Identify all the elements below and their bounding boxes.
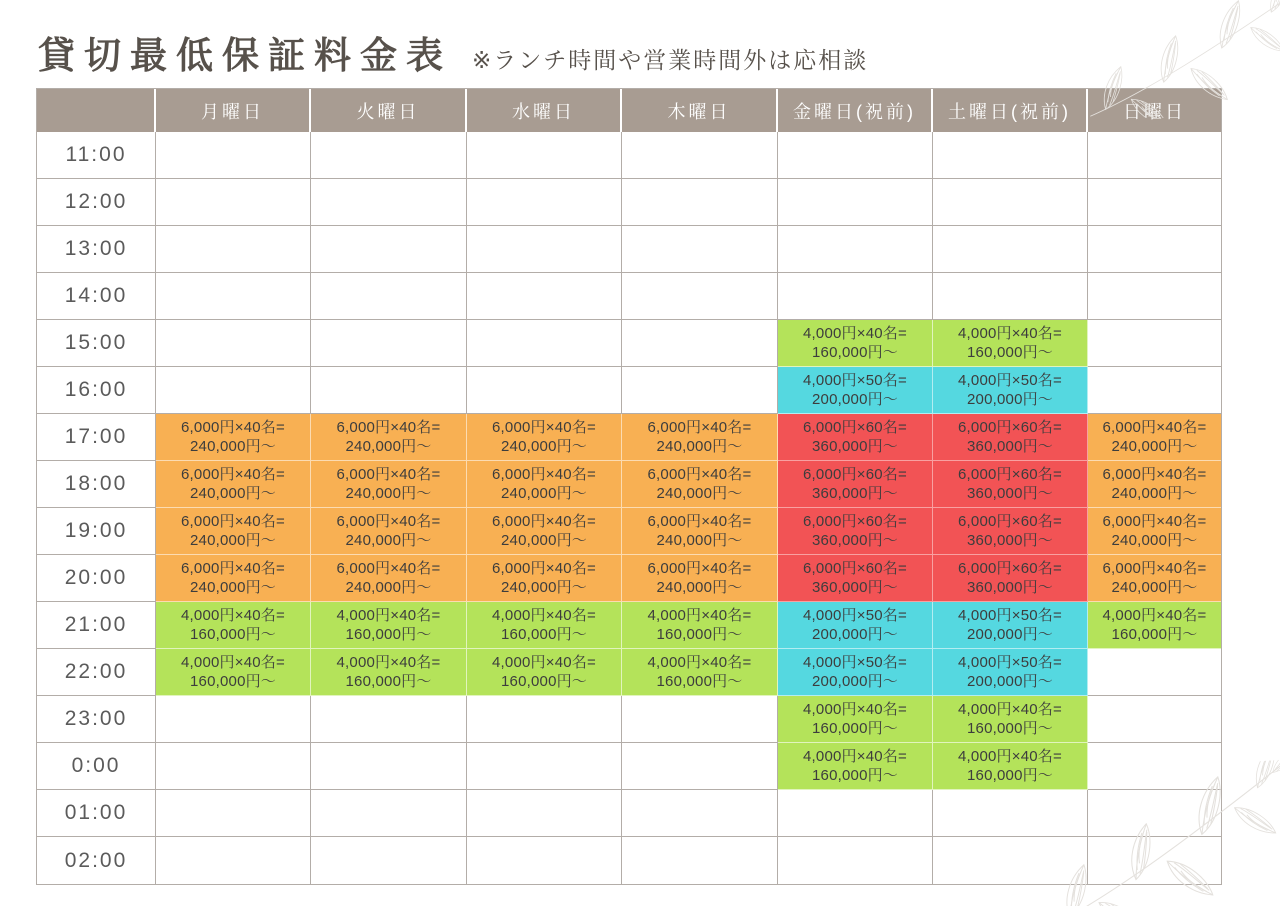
price-cell-cyan	[778, 602, 933, 649]
time-label: 01:00	[37, 790, 156, 837]
price-cell-red	[778, 555, 933, 602]
price-line: 4,000円×50名=	[803, 607, 907, 625]
price-line: 4,000円×40名=	[958, 325, 1062, 343]
price-line: 240,000円〜	[1111, 579, 1198, 597]
price-line: 6,000円×60名=	[803, 513, 907, 531]
table-row	[37, 555, 1221, 602]
empty-cell	[467, 367, 622, 414]
empty-cell	[1088, 837, 1221, 884]
empty-cell	[467, 837, 622, 884]
price-line: 6,000円×40名=	[181, 466, 285, 484]
price-line: 240,000円〜	[1111, 485, 1198, 503]
price-line: 240,000円〜	[656, 485, 743, 503]
price-line: 6,000円×40名=	[492, 513, 596, 531]
empty-cell	[622, 320, 778, 367]
price-line: 240,000円〜	[656, 579, 743, 597]
price-line: 200,000円〜	[966, 673, 1054, 691]
time-label: 14:00	[37, 273, 156, 320]
price-cell-green	[778, 320, 933, 367]
table-row	[37, 508, 1221, 555]
price-cell-orange	[1088, 414, 1221, 461]
price-line: 160,000円〜	[345, 626, 432, 644]
price-line: 160,000円〜	[811, 344, 899, 362]
empty-cell	[933, 179, 1088, 226]
price-line: 6,000円×60名=	[803, 560, 907, 578]
empty-cell	[311, 696, 467, 743]
price-line: 6,000円×40名=	[1102, 466, 1207, 484]
empty-cell	[933, 273, 1088, 320]
price-line: 200,000円〜	[811, 391, 899, 409]
empty-cell	[1088, 649, 1221, 696]
price-line: 6,000円×60名=	[958, 466, 1062, 484]
empty-cell	[311, 743, 467, 790]
price-cell-green	[1088, 602, 1221, 649]
price-cell-orange	[622, 508, 778, 555]
time-label: 15:00	[37, 320, 156, 367]
price-cell-red	[778, 508, 933, 555]
empty-cell	[1088, 367, 1221, 414]
empty-cell	[156, 696, 311, 743]
empty-cell	[156, 273, 311, 320]
price-line: 360,000円〜	[811, 438, 899, 456]
price-cell-cyan	[933, 367, 1088, 414]
price-line: 240,000円〜	[1111, 532, 1198, 550]
price-line: 6,000円×60名=	[958, 513, 1062, 531]
price-line: 240,000円〜	[656, 532, 743, 550]
empty-cell	[1088, 696, 1221, 743]
empty-cell	[467, 132, 622, 179]
empty-cell	[156, 790, 311, 837]
price-line: 200,000円〜	[811, 673, 899, 691]
empty-cell	[778, 790, 933, 837]
empty-cell	[778, 132, 933, 179]
day-header-3: 木曜日	[622, 89, 778, 132]
price-line: 4,000円×50名=	[958, 654, 1062, 672]
price-line: 4,000円×40名=	[647, 654, 752, 672]
price-line: 160,000円〜	[345, 673, 432, 691]
price-line: 240,000円〜	[656, 438, 743, 456]
price-line: 160,000円〜	[656, 673, 743, 691]
time-label: 20:00	[37, 555, 156, 602]
price-line: 160,000円〜	[811, 767, 899, 785]
empty-cell	[622, 743, 778, 790]
page-subtitle: ※ランチ時間や営業時間外は応相談	[472, 47, 869, 73]
price-cell-orange	[156, 508, 311, 555]
price-line: 200,000円〜	[966, 626, 1054, 644]
table-row	[37, 743, 1221, 790]
price-line: 4,000円×40名=	[336, 654, 441, 672]
price-cell-green	[778, 743, 933, 790]
day-header-5: 土曜日(祝前)	[933, 89, 1088, 132]
price-line: 360,000円〜	[966, 438, 1054, 456]
price-line: 6,000円×40名=	[336, 419, 441, 437]
price-line: 240,000円〜	[500, 532, 588, 550]
price-cell-orange	[311, 555, 467, 602]
time-label: 11:00	[37, 132, 156, 179]
price-line: 6,000円×40名=	[492, 419, 596, 437]
price-line: 160,000円〜	[500, 626, 588, 644]
price-line: 6,000円×40名=	[492, 560, 596, 578]
price-line: 6,000円×40名=	[336, 513, 441, 531]
time-label: 19:00	[37, 508, 156, 555]
price-line: 200,000円〜	[966, 391, 1054, 409]
price-line: 160,000円〜	[656, 626, 743, 644]
table-row	[37, 132, 1221, 179]
empty-cell	[311, 790, 467, 837]
time-label: 12:00	[37, 179, 156, 226]
time-label: 17:00	[37, 414, 156, 461]
price-cell-green	[467, 602, 622, 649]
price-line: 6,000円×40名=	[1102, 419, 1207, 437]
time-label: 22:00	[37, 649, 156, 696]
price-line: 4,000円×40名=	[803, 701, 907, 719]
price-line: 160,000円〜	[966, 344, 1054, 362]
price-cell-green	[311, 602, 467, 649]
price-line: 4,000円×40名=	[1102, 607, 1207, 625]
price-line: 240,000円〜	[345, 579, 432, 597]
price-line: 160,000円〜	[500, 673, 588, 691]
day-header-4: 金曜日(祝前)	[778, 89, 933, 132]
price-line: 240,000円〜	[500, 579, 588, 597]
day-header-2: 水曜日	[467, 89, 622, 132]
price-cell-orange	[467, 508, 622, 555]
price-cell-orange	[1088, 508, 1221, 555]
price-line: 360,000円〜	[966, 579, 1054, 597]
table-row	[37, 414, 1221, 461]
empty-cell	[622, 179, 778, 226]
empty-cell	[467, 790, 622, 837]
price-line: 6,000円×40名=	[647, 560, 752, 578]
price-cell-orange	[622, 555, 778, 602]
price-line: 200,000円〜	[811, 626, 899, 644]
empty-cell	[622, 367, 778, 414]
empty-cell	[933, 790, 1088, 837]
price-line: 360,000円〜	[811, 532, 899, 550]
empty-cell	[1088, 273, 1221, 320]
empty-cell	[778, 179, 933, 226]
empty-cell	[622, 837, 778, 884]
empty-cell	[1088, 743, 1221, 790]
price-cell-orange	[156, 414, 311, 461]
price-cell-red	[778, 414, 933, 461]
empty-cell	[156, 226, 311, 273]
price-line: 4,000円×40名=	[958, 748, 1062, 766]
price-line: 6,000円×40名=	[492, 466, 596, 484]
price-line: 6,000円×60名=	[958, 560, 1062, 578]
price-cell-red	[933, 508, 1088, 555]
empty-cell	[467, 226, 622, 273]
day-header-1: 火曜日	[311, 89, 467, 132]
price-line: 4,000円×40名=	[181, 607, 285, 625]
table-row	[37, 649, 1221, 696]
price-line: 360,000円〜	[966, 532, 1054, 550]
empty-cell	[622, 696, 778, 743]
price-cell-green	[933, 320, 1088, 367]
price-line: 240,000円〜	[345, 438, 432, 456]
price-cell-green	[156, 602, 311, 649]
price-line: 360,000円〜	[811, 579, 899, 597]
time-label: 02:00	[37, 837, 156, 884]
empty-cell	[311, 273, 467, 320]
price-line: 240,000円〜	[345, 532, 432, 550]
price-line: 4,000円×40名=	[492, 654, 596, 672]
price-line: 6,000円×40名=	[647, 419, 752, 437]
empty-cell	[467, 320, 622, 367]
empty-cell	[778, 226, 933, 273]
price-line: 240,000円〜	[1111, 438, 1198, 456]
day-header-0: 月曜日	[156, 89, 311, 132]
empty-cell	[467, 743, 622, 790]
price-line: 6,000円×60名=	[803, 466, 907, 484]
day-header-6: 日曜日	[1088, 89, 1221, 132]
price-cell-cyan	[933, 649, 1088, 696]
empty-cell	[1088, 226, 1221, 273]
empty-cell	[933, 837, 1088, 884]
price-cell-green	[622, 649, 778, 696]
price-cell-orange	[1088, 555, 1221, 602]
price-cell-orange	[1088, 461, 1221, 508]
empty-cell	[467, 273, 622, 320]
empty-cell	[778, 273, 933, 320]
table-row	[37, 461, 1221, 508]
empty-cell	[311, 320, 467, 367]
price-cell-red	[933, 461, 1088, 508]
page-title: 貸切最低保証料金表	[38, 35, 452, 76]
empty-cell	[156, 179, 311, 226]
price-line: 240,000円〜	[189, 579, 277, 597]
table-row	[37, 320, 1221, 367]
time-label: 18:00	[37, 461, 156, 508]
price-line: 4,000円×40名=	[181, 654, 285, 672]
price-line: 160,000円〜	[189, 626, 277, 644]
price-cell-cyan	[933, 602, 1088, 649]
empty-cell	[1088, 790, 1221, 837]
price-cell-red	[933, 414, 1088, 461]
price-line: 240,000円〜	[500, 485, 588, 503]
empty-cell	[622, 790, 778, 837]
empty-cell	[311, 132, 467, 179]
empty-cell	[933, 132, 1088, 179]
price-line: 360,000円〜	[966, 485, 1054, 503]
price-line: 240,000円〜	[500, 438, 588, 456]
empty-cell	[467, 696, 622, 743]
time-label: 16:00	[37, 367, 156, 414]
price-cell-green	[467, 649, 622, 696]
price-line: 240,000円〜	[345, 485, 432, 503]
empty-cell	[778, 837, 933, 884]
empty-cell	[622, 273, 778, 320]
price-line: 240,000円〜	[189, 485, 277, 503]
corner-header-cell	[37, 89, 156, 132]
table-row	[37, 179, 1221, 226]
price-cell-orange	[311, 461, 467, 508]
price-line: 6,000円×60名=	[803, 419, 907, 437]
price-cell-orange	[156, 461, 311, 508]
table-row	[37, 367, 1221, 414]
empty-cell	[156, 743, 311, 790]
price-line: 4,000円×40名=	[647, 607, 752, 625]
empty-cell	[311, 837, 467, 884]
empty-cell	[156, 320, 311, 367]
price-line: 4,000円×40名=	[803, 748, 907, 766]
price-line: 6,000円×40名=	[181, 560, 285, 578]
price-line: 6,000円×40名=	[647, 466, 752, 484]
table-row	[37, 790, 1221, 837]
price-cell-green	[622, 602, 778, 649]
price-cell-orange	[467, 461, 622, 508]
price-line: 4,000円×50名=	[803, 372, 907, 390]
empty-cell	[311, 179, 467, 226]
price-line: 4,000円×40名=	[803, 325, 907, 343]
price-cell-green	[778, 696, 933, 743]
price-cell-cyan	[778, 367, 933, 414]
day-header-row	[37, 89, 1221, 132]
time-label: 21:00	[37, 602, 156, 649]
price-cell-orange	[156, 555, 311, 602]
price-cell-green	[311, 649, 467, 696]
price-table	[36, 88, 1222, 885]
empty-cell	[1088, 132, 1221, 179]
empty-cell	[311, 367, 467, 414]
price-line: 4,000円×40名=	[958, 701, 1062, 719]
empty-cell	[622, 226, 778, 273]
price-line: 6,000円×40名=	[647, 513, 752, 531]
price-line: 4,000円×40名=	[336, 607, 441, 625]
price-cell-orange	[311, 414, 467, 461]
price-cell-cyan	[778, 649, 933, 696]
price-line: 240,000円〜	[189, 438, 277, 456]
price-cell-red	[933, 555, 1088, 602]
table-row	[37, 696, 1221, 743]
price-line: 6,000円×60名=	[958, 419, 1062, 437]
price-line: 160,000円〜	[189, 673, 277, 691]
price-cell-green	[933, 743, 1088, 790]
empty-cell	[622, 132, 778, 179]
price-cell-orange	[311, 508, 467, 555]
price-line: 4,000円×50名=	[958, 372, 1062, 390]
price-line: 4,000円×50名=	[803, 654, 907, 672]
price-cell-orange	[467, 414, 622, 461]
table-row	[37, 273, 1221, 320]
price-line: 360,000円〜	[811, 485, 899, 503]
time-label: 13:00	[37, 226, 156, 273]
empty-cell	[156, 132, 311, 179]
price-line: 6,000円×40名=	[336, 466, 441, 484]
price-line: 6,000円×40名=	[1102, 560, 1207, 578]
empty-cell	[156, 837, 311, 884]
price-line: 160,000円〜	[966, 767, 1054, 785]
price-line: 160,000円〜	[811, 720, 899, 738]
price-cell-red	[778, 461, 933, 508]
time-label: 0:00	[37, 743, 156, 790]
price-line: 6,000円×40名=	[181, 419, 285, 437]
price-cell-orange	[622, 461, 778, 508]
empty-cell	[467, 179, 622, 226]
empty-cell	[1088, 179, 1221, 226]
price-line: 4,000円×40名=	[492, 607, 596, 625]
price-line: 160,000円〜	[1111, 626, 1198, 644]
table-row	[37, 837, 1221, 884]
empty-cell	[311, 226, 467, 273]
heading	[38, 33, 1280, 79]
price-cell-orange	[467, 555, 622, 602]
empty-cell	[933, 226, 1088, 273]
table-row	[37, 226, 1221, 273]
price-line: 6,000円×40名=	[181, 513, 285, 531]
empty-cell	[1088, 320, 1221, 367]
price-line: 240,000円〜	[189, 532, 277, 550]
price-cell-green	[933, 696, 1088, 743]
empty-cell	[156, 367, 311, 414]
price-line: 160,000円〜	[966, 720, 1054, 738]
price-line: 6,000円×40名=	[336, 560, 441, 578]
price-line: 4,000円×50名=	[958, 607, 1062, 625]
time-label: 23:00	[37, 696, 156, 743]
table-row	[37, 602, 1221, 649]
price-cell-orange	[622, 414, 778, 461]
price-cell-green	[156, 649, 311, 696]
price-line: 6,000円×40名=	[1102, 513, 1207, 531]
